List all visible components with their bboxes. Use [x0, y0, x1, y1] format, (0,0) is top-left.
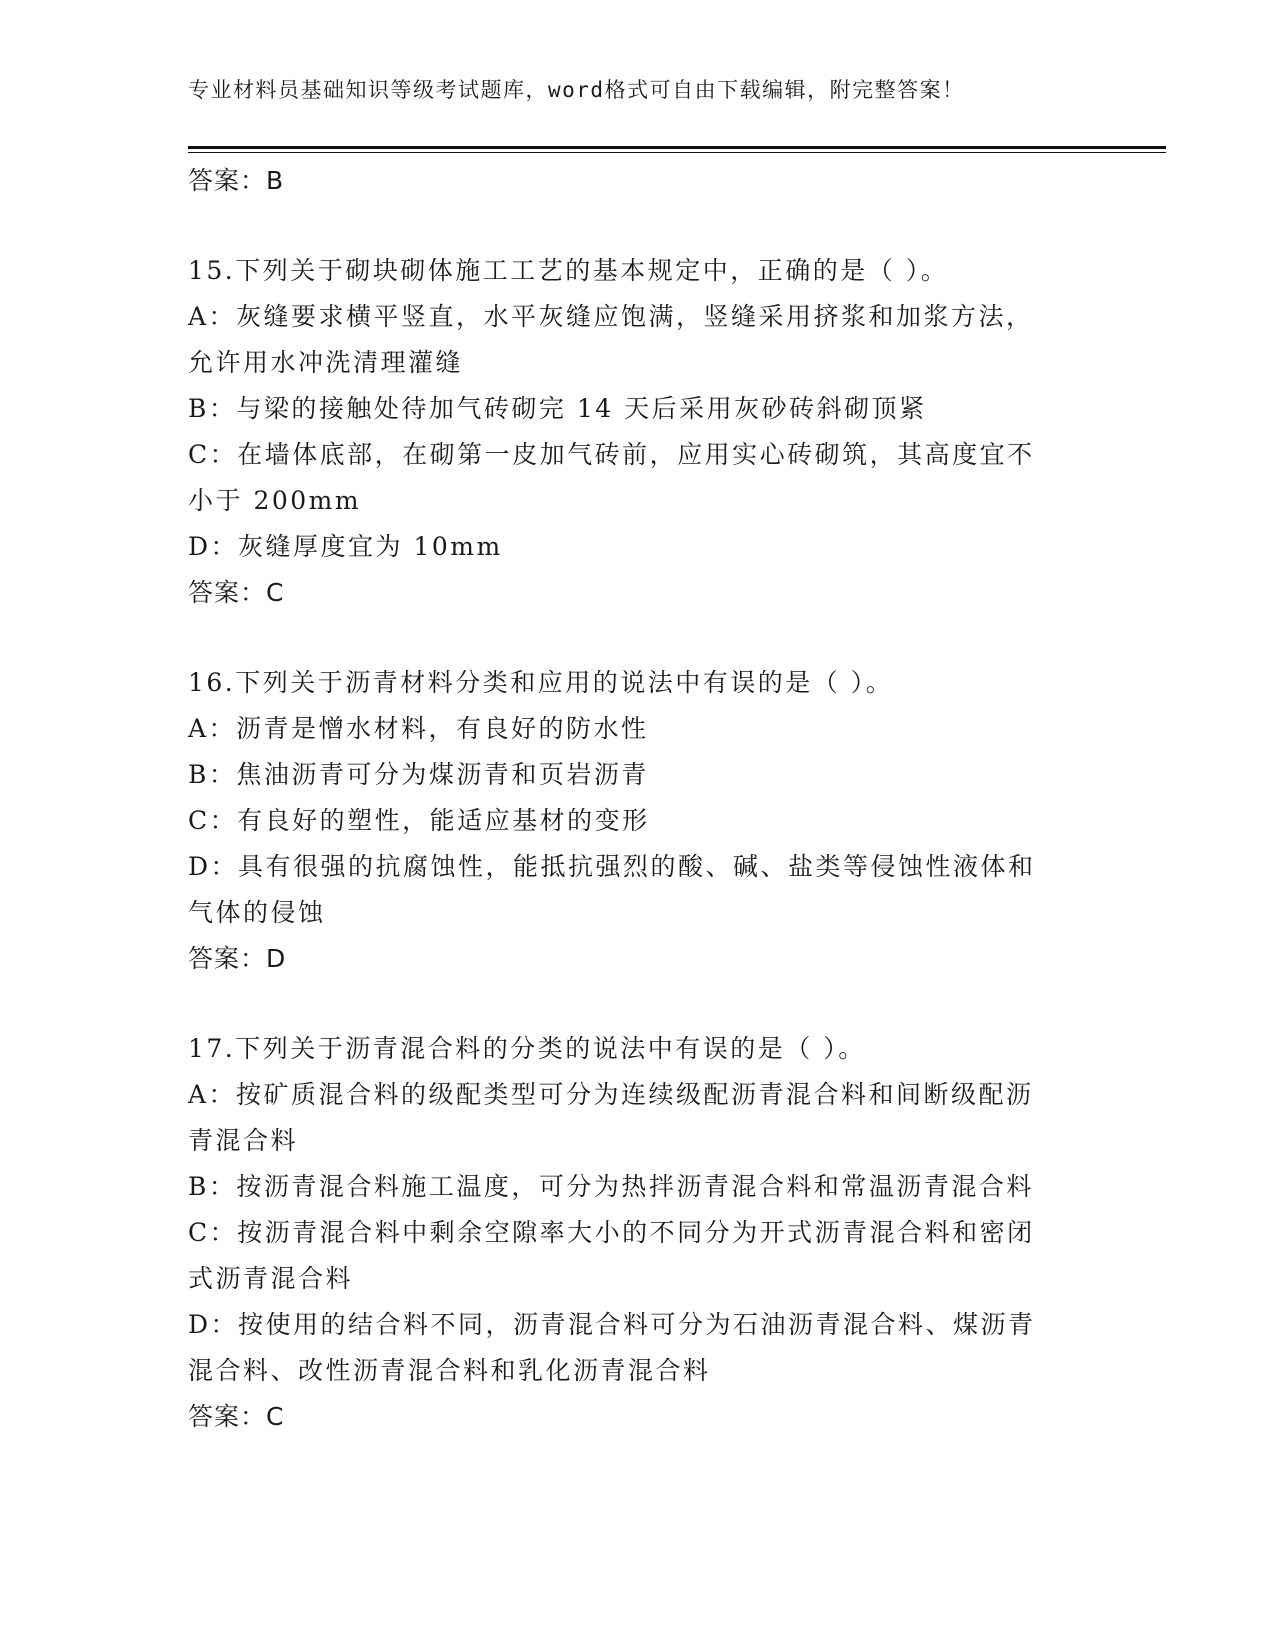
spacer: [188, 616, 1088, 660]
option-b: B：与梁的接触处待加气砖砌完 14 天后采用灰砂砖斜砌顶紧: [188, 394, 927, 423]
question-17: [188, 1026, 1088, 1440]
question-stem: 15.下列关于砌块砌体施工工艺的基本规定中，正确的是（ ）。: [188, 256, 949, 285]
answer-line: 答案：C: [188, 578, 285, 607]
question-15: [188, 248, 1088, 616]
option-c-continued: 小于 200mm: [188, 486, 362, 515]
option-a-continued: 青混合料: [188, 1126, 299, 1155]
page-header: 专业材料员基础知识等级考试题库，word格式可自由下载编辑，附完整答案！: [188, 78, 965, 102]
option-a: A：灰缝要求横平竖直，水平灰缝应饱满，竖缝采用挤浆和加浆方法，: [188, 302, 1034, 331]
option-d: D：灰缝厚度宜为 10mm: [188, 532, 503, 561]
option-d: D：按使用的结合料不同，沥青混合料可分为石油沥青混合料、煤沥青: [188, 1310, 1036, 1339]
option-b: B：焦油沥青可分为煤沥青和页岩沥青: [188, 760, 649, 789]
answer-line: 答案：C: [188, 1402, 285, 1431]
answer-line: 答案：D: [188, 944, 287, 973]
option-a: A：按矿质混合料的级配类型可分为连续级配沥青混合料和间断级配沥: [188, 1080, 1034, 1109]
spacer: [188, 982, 1088, 1026]
option-b: B：按沥青混合料施工温度，可分为热拌沥青混合料和常温沥青混合料: [188, 1172, 1034, 1201]
header-divider: [188, 146, 1166, 149]
option-c: C：按沥青混合料中剩余空隙率大小的不同分为开式沥青混合料和密闭: [188, 1218, 1035, 1247]
option-c-continued: 式沥青混合料: [188, 1264, 354, 1293]
spacer: [188, 204, 1088, 248]
option-d-continued: 混合料、改性沥青混合料和乳化沥青混合料: [188, 1356, 711, 1385]
option-c: C：在墙体底部，在砌第一皮加气砖前，应用实心砖砌筑，其高度宜不: [188, 440, 1035, 469]
question-stem: 16.下列关于沥青材料分类和应用的说法中有误的是（ ）。: [188, 668, 894, 697]
option-a-continued: 允许用水冲洗清理灌缝: [188, 348, 464, 377]
option-a: A：沥青是憎水材料，有良好的防水性: [188, 714, 649, 743]
option-d-continued: 气体的侵蚀: [188, 898, 326, 927]
option-d: D：具有很强的抗腐蚀性，能抵抗强烈的酸、碱、盐类等侵蚀性液体和: [188, 852, 1036, 881]
option-c: C：有良好的塑性，能适应基材的变形: [188, 806, 650, 835]
question-16: [188, 660, 1088, 982]
header-divider-thin: [188, 152, 1166, 153]
question-stem: 17.下列关于沥青混合料的分类的说法中有误的是（ ）。: [188, 1034, 866, 1063]
answer-line: 答案：B: [188, 166, 285, 195]
question-content: [188, 158, 1088, 1440]
